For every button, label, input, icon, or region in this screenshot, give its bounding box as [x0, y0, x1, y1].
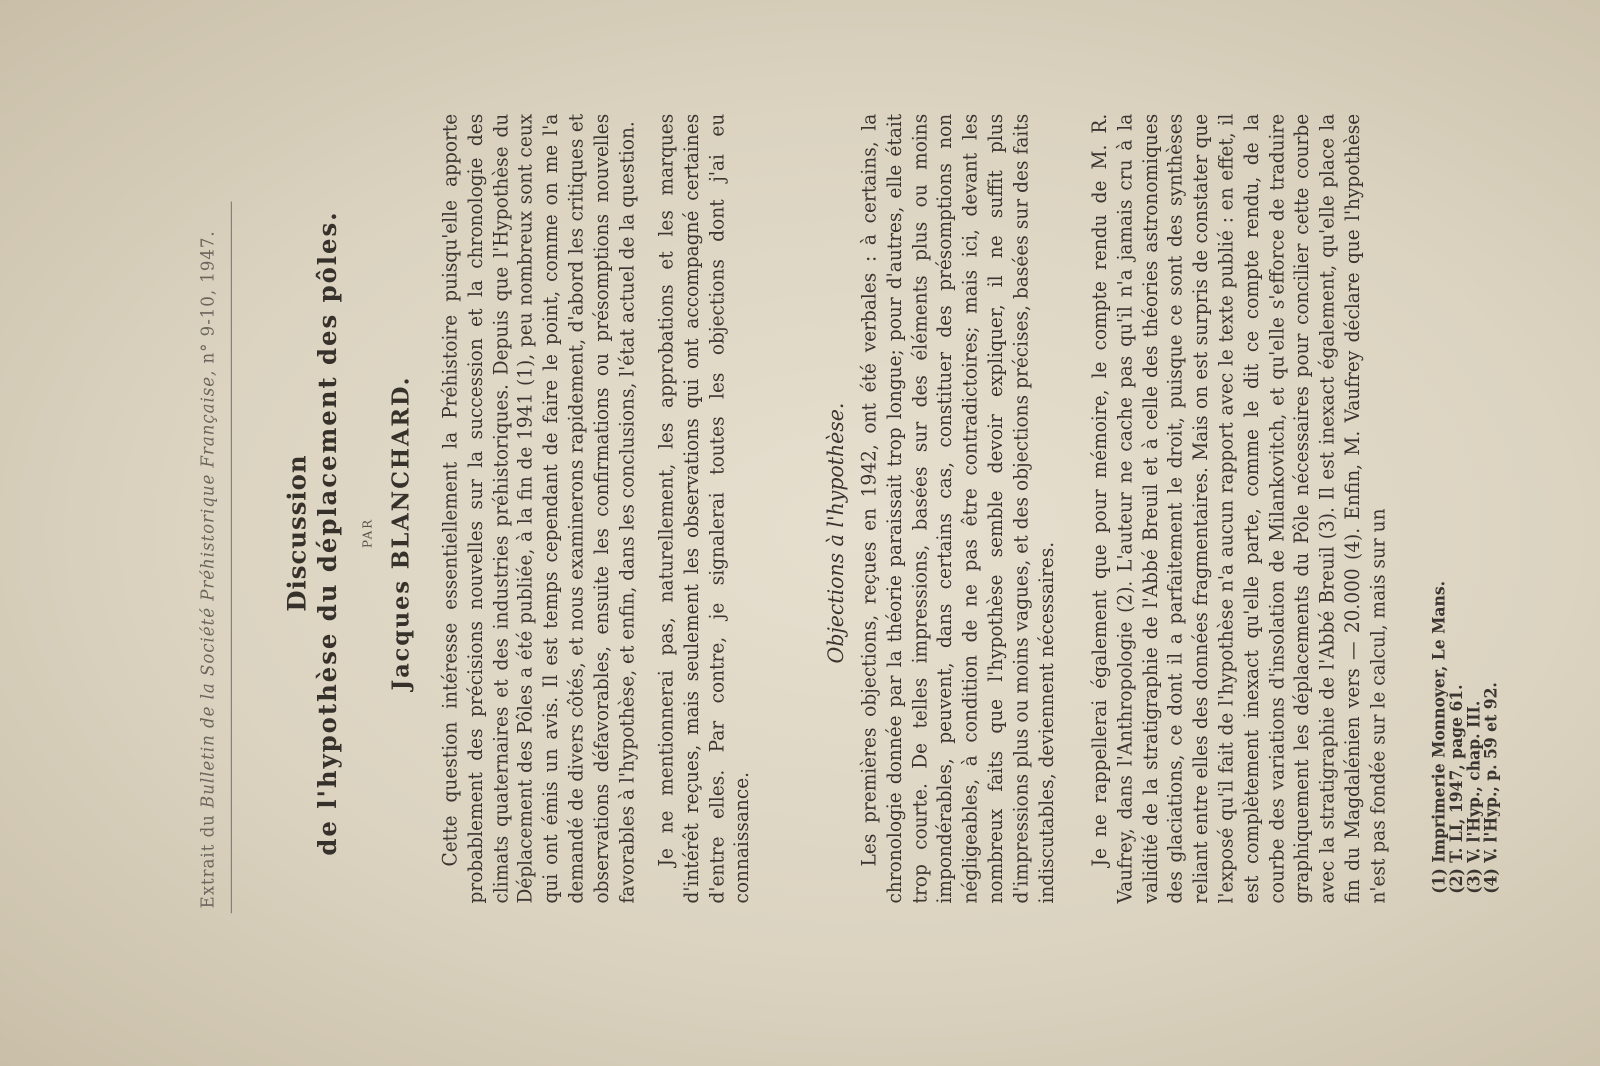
paragraph-4-block	[1088, 114, 1392, 904]
footnote-4: (4) V. l'Hyp., p. 59 et 92.	[1481, 682, 1501, 894]
footnote-1: (1) Imprimerie Monnoyer, Le Mans.	[1429, 580, 1449, 894]
document-page	[45, 55, 1555, 1011]
title-line-1: Discussion	[281, 454, 312, 612]
paragraph-1-block	[438, 114, 640, 904]
author-name: Jacques BLANCHARD.	[386, 375, 415, 691]
header-issue: n° 9-10, 1947.	[198, 230, 219, 370]
paragraph-2: Je ne mentionnerai pas, naturellement, les approbations et les marques d'intérêt reçues, mais seulement les observations qui ont accompagné certaines d'entre elles. Par contre, je signalerai toutes les objections dont j'ai eu connaissance.	[655, 113, 754, 904]
paragraph-3-block	[857, 114, 1059, 904]
section-subheading: Objections à l'hypothèse.	[823, 402, 848, 664]
header-rule	[231, 201, 232, 913]
title-line-2: de l'hypothèse du déplacement des pôles.	[312, 210, 343, 856]
by-label: PAR	[360, 518, 375, 548]
journal-header	[198, 167, 218, 908]
paragraph-4: Je ne rappellerai également que pour mémoire, le compte rendu de M. R. Vaufrey, dans l'Anthropologie (2). L'auteur ne cache pas qu'il n'a jamais cru à la validité de la stratigraphie de l'Abbé Breuil et à celle des théories astronomiques des glaciations, ce dont il a parfaitement le droit, puisque ce sont des synthèses reliant entre elles des données fragmentaires. Mais on est surpris de constater que l'exposé qu'il fait de l'hypothèse n'a aucun rapport avec le texte publié : en effet, il est complètement inexact qu'elle parte, comme le dit ce compte rendu, de la courbe des variations d'insolation de Milankovitch, et qu'elle s'efforce de traduire graphiquement les déplacements du Pôle nécessaires pour concilier cette courbe avec la stratigraphie de l'Abbé Breuil (3). Il est inexact également, qu'elle place la fin du Magdalénien vers — 20.000 (4). Enfin, M. Vaufrey déclare que l'hypothèse n'est pas fondée sur le calcul, mais sur un	[1088, 113, 1390, 904]
footnote-3: (3) V. l'Hyp., chap. III.	[1464, 700, 1484, 894]
header-prefix: Extrait du	[198, 807, 219, 909]
paragraph-2-block	[654, 114, 755, 904]
paragraph-3: Les premières objections, reçues en 1942, ont été verbales : à certains, la chronologie donnée par la théorie paraissait trop longue; pour d'autres, elle était trop courte. De telles impressions, basées sur des éléments plus ou moins impondérables, peuvent, dans certains cas, constituer des présomptions non négligeables, à condition de ne pas être contradictoires; mais ici, devant les nombreux faits que l'hypothèse semble devoir expliquer, il ne suffit plus d'impressions plus ou moins vagues, et des objections précises, basées sur des faits indiscutables, deviennent nécessaires.	[858, 113, 1058, 904]
journal-name: Bulletin de la Société Préhistorique Française,	[198, 369, 219, 808]
footnotes	[1430, 211, 1499, 894]
paragraph-1: Cette question intéresse essentiellement la Préhistoire puisqu'elle apporte probablement des précisions nouvelles sur la succession et la chronologie des climats quaternaires et des industries préhistoriques. Depuis que l'Hypothèse du Déplacement des Pôles a été publiée, à la fin de 1941 (1), peu nombreux sont ceux qui ont émis un avis. Il est temps cependant de faire le point, comme on me l'a demandé de divers côtés, et nous examinerons rapidement, d'abord les critiques et observations défavorables, ensuite les confirmations ou présomptions nouvelles favorables à l'hypothèse, et enfin, dans les conclusions, l'état actuel de la question.	[438, 113, 639, 904]
footnote-2: (2) T. LI, 1947, page 61.	[1446, 684, 1467, 894]
